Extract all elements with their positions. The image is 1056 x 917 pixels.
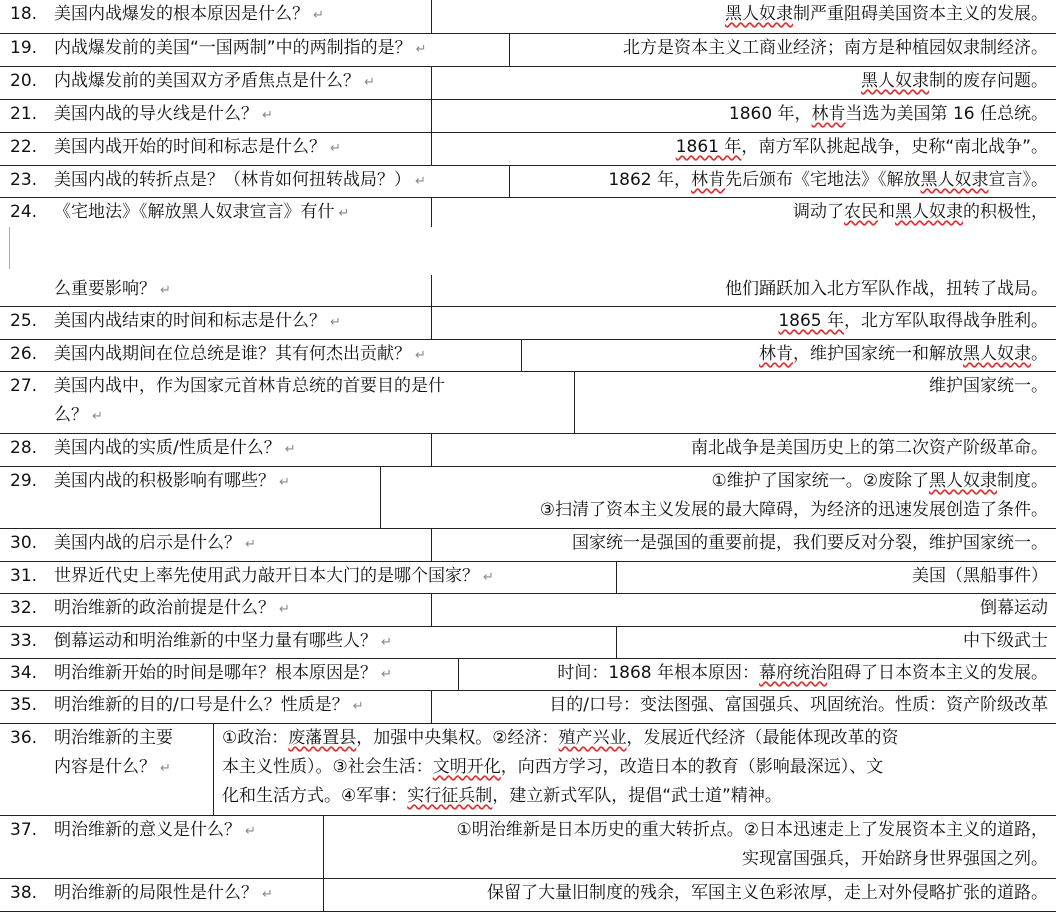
question-line [10, 816, 323, 845]
question-text: 美国内战开始的时间和标志是什么？ [54, 137, 326, 157]
paragraph-mark-icon: ↵ [415, 348, 426, 363]
paragraph-mark-icon: ↵ [330, 141, 341, 156]
question-cell [0, 133, 432, 165]
question-text: 明治维新的主要 [54, 728, 173, 748]
paragraph-mark-icon: ↵ [279, 475, 290, 490]
table-row [0, 562, 1056, 594]
answer-line: 北方是资本主义工商业经济；南方是种植园奴隶制经济。 [623, 38, 1048, 58]
spellcheck-underline: 林肯 [759, 344, 793, 364]
question-cell [0, 198, 432, 227]
table-row [0, 198, 1056, 228]
paragraph-mark-icon: ↵ [245, 537, 256, 552]
answer-cell [432, 594, 1056, 626]
table-row [0, 275, 1056, 307]
question-text: 美国内战的实质/性质是什么？ [54, 438, 281, 458]
answer-line: 实现富国强兵，开始跻身世界强国之列。 [742, 849, 1048, 869]
answer-line: 南北战争是美国历史上的第二次资产阶级革命。 [691, 438, 1048, 458]
question-cell [0, 67, 432, 99]
paragraph-mark-icon: ↵ [352, 699, 364, 714]
answer-line: ③扫清了资本主义发展的最大障碍，为经济的迅速发展创造了条件。 [539, 500, 1048, 520]
paragraph-mark-icon: ↵ [245, 824, 256, 839]
question-cell [0, 0, 432, 33]
table-row [0, 879, 1056, 912]
question-cell [0, 100, 432, 132]
question-line [10, 562, 616, 591]
question-text: 明治维新开始的时间是哪年？根本原因是？ [54, 663, 377, 683]
answer-line: 化和生活方式。④军事：实行征兵制，建立新式军队，提倡“武士道”精神。 [222, 786, 782, 806]
answer-line: 1861 年，南方军队挑起战争，史称“南北战争”。 [675, 137, 1048, 157]
question-line [10, 529, 431, 558]
table-row [0, 529, 1056, 562]
answer-cell [432, 307, 1056, 339]
question-line [10, 372, 574, 401]
question-number: 37. [10, 820, 38, 840]
answer-line: 1862 年，林肯先后颁布《宅地法》《解放黑人奴隶宣言》。 [608, 170, 1048, 190]
question-line [10, 307, 431, 336]
spellcheck-underline: 黑人奴隶 [963, 344, 1031, 364]
answer-cell [510, 166, 1056, 197]
answer-line: ①政治：废藩置县，加强中央集权。②经济：殖产兴业，发展近代经济（最能体现改革的资 [222, 728, 899, 748]
table-row [0, 340, 1056, 372]
question-line [10, 434, 431, 463]
table-row [0, 627, 1056, 659]
paragraph-mark-icon: ↵ [284, 442, 296, 457]
page-break [0, 227, 1056, 269]
question-cell [0, 724, 214, 815]
answer-cell [432, 67, 1056, 99]
answer-cell [324, 879, 1056, 911]
table-row [0, 133, 1056, 166]
answer-line: 黑人奴隶制的废存问题。 [861, 71, 1048, 91]
question-line [10, 34, 509, 63]
question-text: 美国内战结束的时间和标志是什么？ [54, 311, 326, 331]
table-row [0, 594, 1056, 627]
question-number: 33. [10, 631, 38, 651]
question-line [10, 401, 574, 430]
question-number: 27. [10, 376, 38, 396]
paragraph-mark-icon: ↵ [338, 206, 350, 221]
question-cell [0, 434, 432, 466]
table-row [0, 691, 1056, 724]
table-row [0, 100, 1056, 133]
answer-cell [432, 529, 1056, 561]
spellcheck-underline: 林肯 [691, 170, 725, 190]
question-text: 明治维新的意义是什么？ [54, 820, 241, 840]
paragraph-mark-icon: ↵ [330, 315, 341, 330]
question-line [10, 724, 213, 753]
question-number: 34. [10, 663, 38, 683]
question-cell [0, 816, 324, 878]
spellcheck-underline: 黑人奴隶 [725, 4, 793, 24]
question-cell [0, 467, 381, 528]
question-number: 25. [10, 311, 38, 331]
table-row [0, 0, 1056, 34]
question-cell [0, 594, 432, 626]
question-text: 美国内战的启示是什么？ [54, 533, 241, 553]
answer-cell [617, 627, 1056, 658]
question-number: 28. [10, 438, 38, 458]
question-number: 18. [10, 4, 38, 24]
answer-line: 调动了农民和黑人奴隶的积极性， [793, 202, 1048, 222]
answer-cell [617, 562, 1056, 593]
question-number: 22. [10, 137, 38, 157]
question-number: 20. [10, 71, 38, 91]
table-row [0, 307, 1056, 340]
spellcheck-underline: 1861 年 [675, 137, 742, 157]
question-line [10, 133, 431, 162]
spellcheck-underline: 实行征兵制 [407, 786, 493, 806]
question-number: 31. [10, 566, 38, 586]
question-cell [0, 659, 459, 690]
question-line [10, 879, 323, 908]
question-number: 26. [10, 344, 38, 364]
answer-line: 中下级武士 [963, 631, 1048, 651]
question-cell [0, 307, 432, 339]
question-cell [0, 275, 432, 306]
answer-cell [432, 198, 1056, 227]
question-number: 35. [10, 695, 38, 715]
answer-cell [432, 691, 1056, 723]
question-cell [0, 166, 510, 197]
answer-cell [432, 0, 1056, 33]
answer-line: ①维护了国家统一。②废除了黑人奴隶制度。 [711, 471, 1048, 491]
question-line [10, 659, 458, 688]
question-text: 美国内战的转折点是？（林肯如何扭转战局？） [54, 170, 411, 190]
table-row [0, 67, 1056, 100]
spellcheck-underline: 黑人奴隶 [861, 71, 929, 91]
answer-cell [432, 133, 1056, 165]
table-row [0, 34, 1056, 67]
answer-cell [381, 467, 1056, 528]
question-text: 美国内战的导火线是什么？ [54, 104, 258, 124]
answer-line: 维护国家统一。 [929, 376, 1048, 396]
question-number: 29. [10, 471, 38, 491]
table-row [0, 724, 1056, 816]
paragraph-mark-icon: ↵ [160, 761, 171, 776]
paragraph-mark-icon: ↵ [415, 42, 427, 57]
question-number: 21. [10, 104, 38, 124]
question-text: 明治维新的目的/口号是什么？性质是？ [54, 695, 349, 715]
question-text: 美国内战期间在位总统是谁？其有何杰出贡献？ [54, 344, 411, 364]
answer-line: 目的/口号：变法图强、富国强兵、巩固统治。性质：资产阶级改革 [549, 695, 1048, 715]
question-cell [0, 372, 575, 433]
question-line [10, 753, 213, 782]
answer-cell [214, 724, 1056, 815]
spellcheck-underline: 黑人奴隶 [920, 170, 989, 190]
paragraph-mark-icon: ↵ [262, 887, 273, 902]
spellcheck-underline: 文明开化 [432, 757, 501, 777]
paragraph-mark-icon: ↵ [160, 283, 171, 298]
answer-line: 1865 年，北方军队取得战争胜利。 [778, 311, 1048, 331]
paragraph-mark-icon: ↵ [381, 667, 392, 682]
question-number: 23. [10, 170, 38, 190]
question-cell [0, 529, 432, 561]
question-text: 《宅地法》《解放黑人奴隶宣言》有什 [54, 202, 335, 222]
answer-cell [522, 340, 1056, 371]
paragraph-mark-icon: ↵ [92, 409, 103, 424]
question-text: 世界近代史上率先使用武力敲开日本大门的是哪个国家？ [54, 566, 479, 586]
paragraph-mark-icon: ↵ [483, 570, 494, 585]
question-line [10, 467, 380, 496]
question-number: 19. [10, 38, 38, 58]
question-number: 36. [10, 728, 38, 748]
table-row [0, 659, 1056, 691]
question-text: 明治维新的政治前提是什么？ [54, 598, 275, 618]
question-text: 美国内战的积极影响有哪些？ [54, 471, 275, 491]
answer-cell [459, 659, 1056, 690]
answer-line: 1860 年，林肯当选为美国第 16 任总统。 [728, 104, 1048, 124]
answer-cell [432, 434, 1056, 466]
answer-line: 国家统一是强国的重要前提，我们要反对分裂，维护国家统一。 [572, 533, 1048, 553]
question-text: 么？ [54, 405, 88, 425]
question-text: 内容是什么？ [54, 757, 156, 777]
spellcheck-underline: 农民 [844, 202, 878, 222]
question-text: 美国内战中，作为国家元首林肯总统的首要目的是什 [54, 376, 445, 396]
question-text: 么重要影响？ [54, 279, 156, 299]
paragraph-mark-icon: ↵ [279, 602, 290, 617]
margin-marker [0, 227, 10, 269]
question-cell [0, 34, 510, 66]
question-cell [0, 340, 522, 371]
answer-cell [510, 34, 1056, 66]
paragraph-mark-icon: ↵ [364, 75, 375, 90]
answer-cell [324, 816, 1056, 878]
paragraph-mark-icon: ↵ [262, 108, 273, 123]
question-line [10, 340, 521, 369]
answer-line: ①明治维新是日本历史的重大转折点。②日本迅速走上了发展资本主义的道路， [456, 820, 1048, 840]
question-line [10, 691, 431, 720]
question-line [10, 275, 431, 304]
spellcheck-underline: 殖产兴业 [558, 728, 627, 748]
question-line [10, 100, 431, 129]
answer-cell [432, 100, 1056, 132]
spellcheck-underline: 废藩置县 [288, 728, 357, 748]
question-line [10, 198, 431, 227]
answer-line: 他们踊跃加入北方军队作战，扭转了战局。 [725, 279, 1048, 299]
paragraph-mark-icon: ↵ [313, 8, 324, 23]
answer-line: 美国（黑船事件） [912, 566, 1048, 586]
answer-line: 黑人奴隶制严重阻碍美国资本主义的发展。 [725, 4, 1048, 24]
spellcheck-underline: 1865 年 [778, 311, 844, 331]
paragraph-mark-icon: ↵ [381, 635, 392, 650]
table-row [0, 372, 1056, 434]
question-line [10, 627, 616, 656]
question-line [10, 166, 509, 195]
spellcheck-underline: 幕府统治 [759, 663, 827, 683]
answer-cell [575, 372, 1056, 433]
question-cell [0, 562, 617, 593]
paragraph-mark-icon: ↵ [415, 174, 426, 189]
question-cell [0, 627, 617, 658]
table-row [0, 467, 1056, 529]
answer-line: 林肯，维护国家统一和解放黑人奴隶。 [759, 344, 1048, 364]
answer-line: 保留了大量旧制度的残余，军国主义色彩浓厚，走上对外侵略扩张的道路。 [487, 883, 1048, 903]
question-line [10, 594, 431, 623]
question-text: 内战爆发前的美国双方矛盾焦点是什么？ [54, 71, 360, 91]
question-text: 倒幕运动和明治维新的中坚力量有哪些人？ [54, 631, 377, 651]
spellcheck-underline: 黑人奴隶 [929, 471, 997, 491]
question-number: 30. [10, 533, 38, 553]
question-number: 38. [10, 883, 38, 903]
table-row [0, 434, 1056, 467]
question-cell [0, 691, 432, 723]
question-text: 美国内战爆发的根本原因是什么？ [54, 4, 309, 24]
question-text: 内战爆发前的美国“一国两制”中的两制指的是？ [54, 38, 412, 58]
question-line [10, 67, 431, 96]
table-row [0, 166, 1056, 198]
spellcheck-underline: 林肯 [811, 104, 846, 124]
table-row [0, 816, 1056, 879]
answer-line: 倒幕运动 [980, 598, 1048, 618]
question-text: 明治维新的局限性是什么？ [54, 883, 258, 903]
answer-line: 本主义性质）。③社会生活：文明开化，向西方学习，改造日本的教育（影响最深远）、文 [222, 757, 884, 777]
question-number: 24. [10, 202, 38, 222]
question-number: 32. [10, 598, 38, 618]
spellcheck-underline: 黑人奴隶 [895, 202, 963, 222]
question-cell [0, 879, 324, 911]
answer-cell [432, 275, 1056, 306]
question-line [10, 0, 431, 29]
answer-line: 时间：1868 年根本原因：幕府统治阻碍了日本资本主义的发展。 [557, 663, 1048, 683]
